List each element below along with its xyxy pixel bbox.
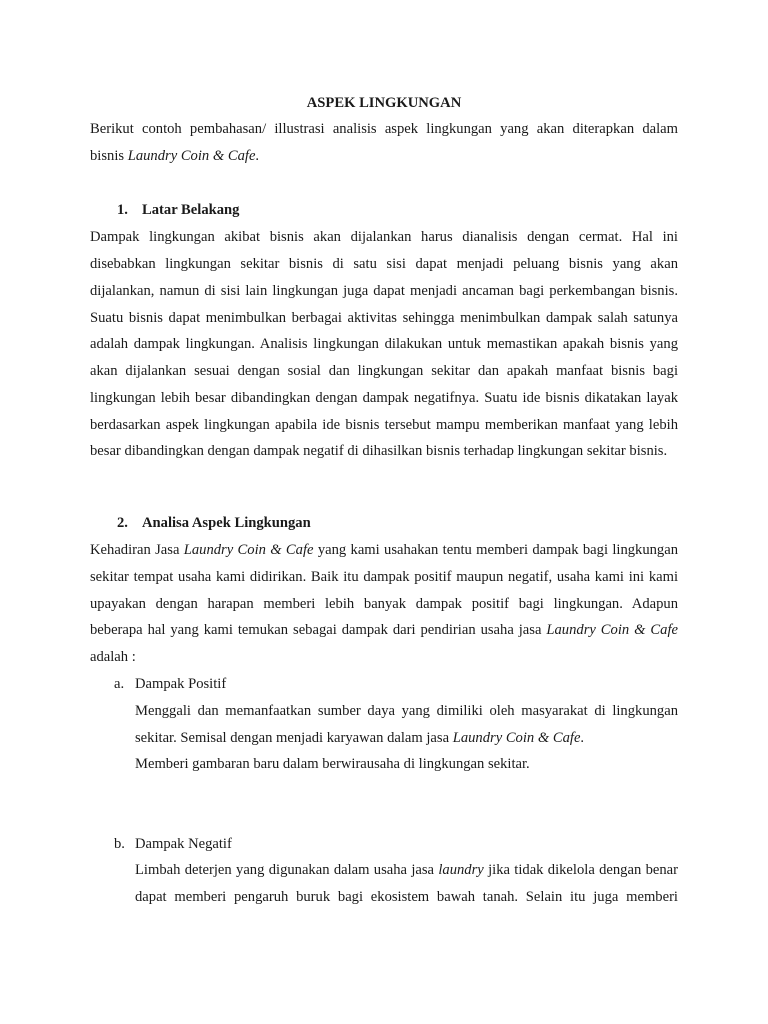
list-marker-a: a. (114, 676, 125, 692)
paragraph-line: adalah dampak lingkungan. Analisis lingkungan dilakukan untuk memastikan apakah bisnis yang (90, 336, 678, 352)
paragraph-line: akan dijalankan sesuai dengan sosial dan lingkungan sekitar dan apakah manfaat bisnis bagi (90, 363, 678, 379)
intro-line: Berikut contoh pembahasan/ illustrasi analisis aspek lingkungan yang akan diterapkan dalam (90, 121, 678, 137)
paragraph-line: adalah : (90, 649, 136, 665)
section-2-number: 2. (117, 515, 128, 531)
subsection-b-heading: Dampak Negatif (135, 836, 232, 852)
paragraph-line: Limbah deterjen yang digunakan dalam usaha jasa laundry jika tidak dikelola dengan benar (135, 862, 678, 878)
paragraph-line: upayakan dengan harapan memberi lebih banyak dampak positif bagi lingkungan. Adapun (90, 596, 678, 612)
paragraph-line: lingkungan lebih besar dibandingkan dengan dampak negatifnya. Suatu ide bisnis dikatakan layak (90, 390, 678, 406)
paragraph-line: Memberi gambaran baru dalam berwirausaha di lingkungan sekitar. (135, 756, 530, 772)
paragraph-line: besar dibandingkan dengan dampak negatif di dihasilkan bisnis terhadap lingkungan sekitar bisnis. (90, 443, 668, 459)
business-name: Laundry Coin & Cafe (183, 542, 314, 558)
paragraph-line: dapat memberi pengaruh buruk bagi ekosistem bawah tanah. Selain itu juga memberi (135, 889, 678, 905)
section-1-number: 1. (117, 202, 128, 218)
paragraph-line: Kehadiran Jasa Laundry Coin & Cafe yang kami usahakan tentu memberi dampak bagi lingkungan (90, 542, 679, 558)
intro-line: bisnis Laundry Coin & Cafe. (90, 148, 260, 164)
paragraph-line: disebabkan lingkungan sekitar bisnis di satu sisi dapat menjadi peluang bisnis yang akan (90, 256, 678, 272)
paragraph-line: dijalankan, namun di sisi lain lingkungan juga dapat menjadi ancaman bagi perkembangan bisnis. (90, 283, 678, 299)
subsection-a-heading: Dampak Positif (135, 676, 227, 692)
paragraph-line: berdasarkan aspek lingkungan apabila ide bisnis tersebut mampu memberikan manfaat yang lebih (90, 417, 678, 433)
paragraph-line: Dampak lingkungan akibat bisnis akan dijalankan harus dianalisis dengan cermat. Hal ini (90, 229, 678, 245)
paragraph-line: beberapa hal yang kami temukan sebagai dampak dari pendirian usaha jasa Laundry Coin & Cafe (90, 622, 678, 638)
section-1-heading: Latar Belakang (142, 202, 240, 218)
paragraph-line: Menggali dan memanfaatkan sumber daya yang dimiliki oleh masyarakat di lingkungan (135, 703, 678, 719)
business-name: Laundry Coin & Cafe (452, 730, 581, 746)
business-name: Laundry Coin & Cafe (127, 148, 256, 164)
section-2-heading: Analisa Aspek Lingkungan (142, 515, 311, 531)
paragraph-line: Suatu bisnis dapat menimbulkan berbagai aktivitas sehingga menimbulkan dampak salah satunya (90, 310, 678, 326)
paragraph-line: sekitar tempat usaha kami didirikan. Baik itu dampak positif maupun negatif, usaha kami ini kami (90, 569, 678, 585)
business-name: Laundry Coin & Cafe (546, 622, 678, 638)
laundry-term: laundry (438, 862, 484, 878)
paragraph-line: sekitar. Semisal dengan menjadi karyawan dalam jasa Laundry Coin & Cafe. (135, 730, 585, 746)
document-title: ASPEK LINGKUNGAN (306, 95, 462, 111)
list-marker-b: b. (114, 836, 125, 852)
